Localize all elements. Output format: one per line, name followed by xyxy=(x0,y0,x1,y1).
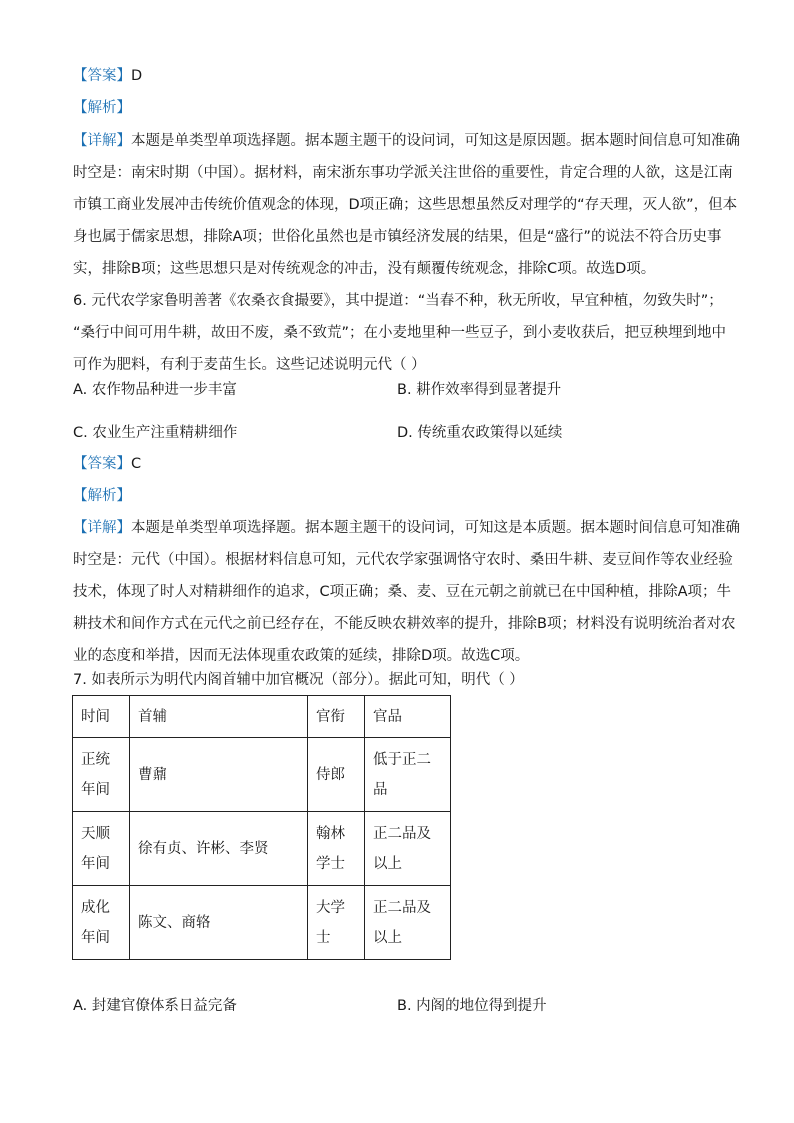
answer-tag: 【答案】 xyxy=(73,456,131,472)
table-row xyxy=(73,738,451,812)
q7-option-b: B. 内阁的地位得到提升 xyxy=(397,998,547,1014)
q6-detail-line-5: 业的态度和举措，因而无法体现重农政策的延续，排除D项。故选C项。 xyxy=(73,648,530,664)
q5-analysis-tag: 【解析】 xyxy=(73,100,131,116)
q5-detail-line-4: 身也属于儒家思想，排除A项；世俗化虽然也是市镇经济发展的结果，但是“盛行”的说法不符合历史事 xyxy=(73,229,722,245)
q5-detail-line-1: 【详解】本题是单类型单项选择题。据本题主题干的设问词，可知这是原因题。据本题时间信息可知准确 xyxy=(73,133,740,149)
cell-title: 大学 士 xyxy=(308,886,365,960)
cell-name: 徐有贞、许彬、李贤 xyxy=(130,812,308,886)
header-title: 官衔 xyxy=(308,696,365,738)
cell-rank: 正二品及 以上 xyxy=(365,886,451,960)
cell-time: 天顺 年间 xyxy=(73,812,130,886)
q6-option-c: C. 农业生产注重精耕细作 xyxy=(73,425,238,441)
q6-detail-line-4: 耕技术和间作方式在元代之前已经存在，不能反映农耕效率的提升，排除B项；材料没有说明统治者对农 xyxy=(73,616,736,632)
answer-value: D xyxy=(131,68,143,84)
cell-title: 侍郎 xyxy=(308,738,365,812)
cell-title: 翰林 学士 xyxy=(308,812,365,886)
q6-detail-line-2: 时空是：元代（中国）。根据材料信息可知，元代农学家强调恪守农时、桑田牛耕、麦豆间作等农业经验 xyxy=(73,552,733,568)
q6-analysis-tag: 【解析】 xyxy=(73,488,131,504)
q5-detail-line-5: 实，排除B项；这些思想只是对传统观念的冲击，没有颠覆传统观念，排除C项。故选D项。 xyxy=(73,261,656,277)
q6-stem-line-3: 可作为肥料，有利于麦苗生长。这些记述说明元代（ ） xyxy=(73,357,426,373)
q7-option-a: A. 封建官僚体系日益完备 xyxy=(73,998,237,1014)
answer-tag: 【答案】 xyxy=(73,68,131,84)
header-time: 时间 xyxy=(73,696,130,738)
cell-time: 正统 年间 xyxy=(73,738,130,812)
q6-detail-line-3: 技术，体现了时人对精耕细作的追求，C项正确；桑、麦、豆在元朝之前就已在中国种植，排除A项；牛 xyxy=(73,584,732,600)
table-row xyxy=(73,886,451,960)
q6-detail-line-1: 【详解】本题是单类型单项选择题。据本题主题干的设问词，可知这是本质题。据本题时间信息可知准确 xyxy=(73,520,740,536)
answer-value: C xyxy=(131,456,142,472)
cell-time: 成化 年间 xyxy=(73,886,130,960)
table-row xyxy=(73,812,451,886)
q5-detail-line-2: 时空是：南宋时期（中国）。据材料，南宋浙东事功学派关注世俗的重要性，肯定合理的人欲，这是江南 xyxy=(73,165,733,181)
q6-answer xyxy=(73,454,141,474)
detail-tag: 【详解】 xyxy=(73,133,131,149)
detail-tag: 【详解】 xyxy=(73,520,131,536)
q6-option-a: A. 农作物品种进一步丰富 xyxy=(73,382,237,398)
cell-rank: 低于正二 品 xyxy=(365,738,451,812)
q6-option-b: B. 耕作效率得到显著提升 xyxy=(397,382,562,398)
table-header-row xyxy=(73,696,451,738)
q5-answer xyxy=(73,66,142,86)
cell-name: 曹鼐 xyxy=(130,738,308,812)
cell-name: 陈文、商辂 xyxy=(130,886,308,960)
q6-stem-line-1: 6. 元代农学家鲁明善著《农桑衣食撮要》，其中提道：“当春不种，秋无所收，早宜种植，勿致失时”； xyxy=(73,293,723,309)
q6-stem-line-2: “桑行中间可用牛耕，故田不废，桑不致荒”；在小麦地里种一些豆子，到小麦收获后，把豆秧埋到地中 xyxy=(73,325,727,341)
cell-rank: 正二品及 以上 xyxy=(365,812,451,886)
header-rank: 官品 xyxy=(365,696,451,738)
q7-stem: 7. 如表所示为明代内阁首辅中加官概况（部分）。据此可知，明代（ ） xyxy=(73,672,524,688)
q5-detail-line-3: 市镇工商业发展冲击传统价值观念的体现，D项正确；这些思想虽然反对理学的“存天理，灭人欲”，但本 xyxy=(73,197,738,213)
q6-option-d: D. 传统重农政策得以延续 xyxy=(397,425,563,441)
q7-table xyxy=(72,695,451,960)
header-name: 首辅 xyxy=(130,696,308,738)
